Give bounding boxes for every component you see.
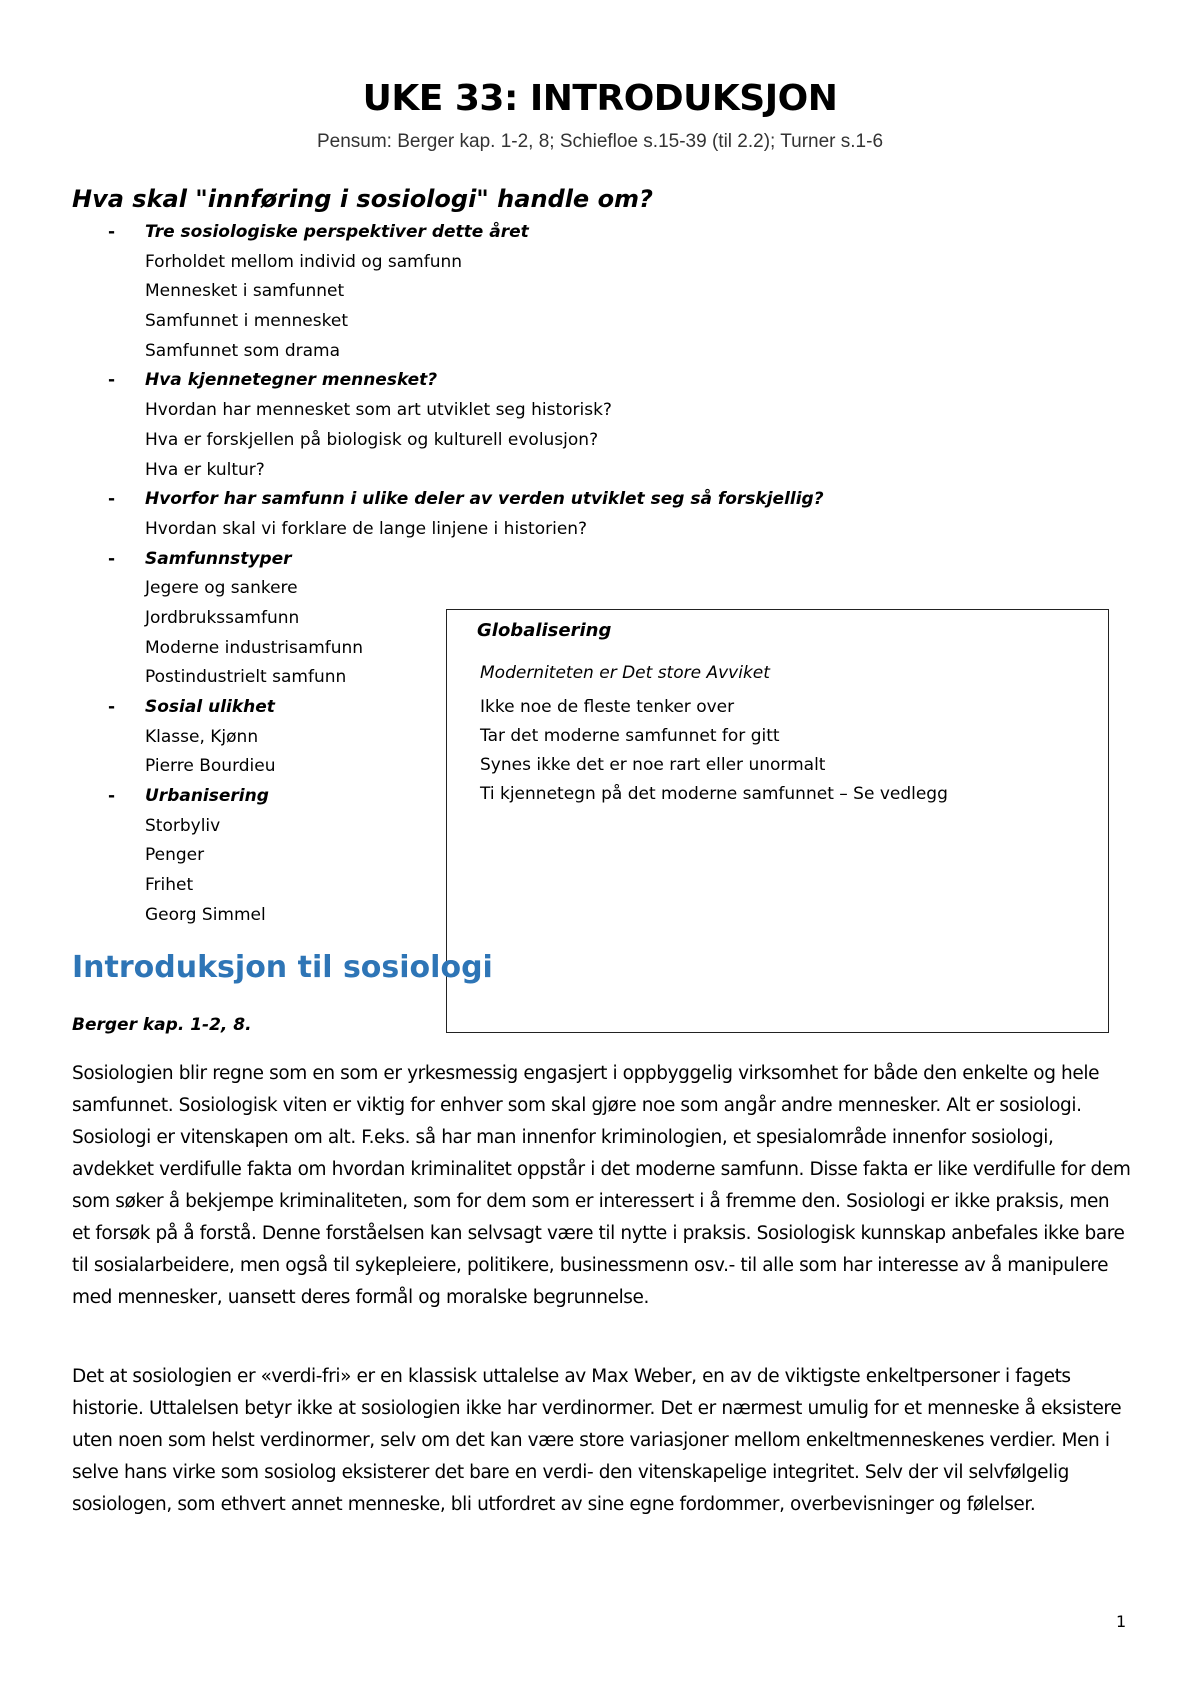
outline-subitem xyxy=(72,396,824,426)
page-title: UKE 33: INTRODUKSJON xyxy=(362,78,838,119)
outline-text: Frihet xyxy=(145,875,194,896)
outline-text: Hva er forskjellen på biologisk og kulturell evolusjon? xyxy=(145,429,599,450)
outline-topic xyxy=(72,545,824,575)
outline-text: Hvorfor har samfunn i ulike deler av verden utviklet seg så forskjellig? xyxy=(145,489,824,510)
bullet-dash: - xyxy=(108,786,116,807)
outline-subitem xyxy=(72,426,824,456)
outline-text: Pierre Bourdieu xyxy=(145,756,276,777)
outline-text: Postindustrielt samfunn xyxy=(145,667,347,688)
outline-text: Moderne industrisamfunn xyxy=(145,637,364,658)
textbox-line: Ti kjennetegn på det moderne samfunnet – Se vedlegg xyxy=(480,784,948,804)
textbox-line: Ikke noe de fleste tenker over xyxy=(480,697,735,717)
body-paragraph: Det at sosiologien er «verdi-fri» er en klassisk uttalelse av Max Weber, en av de viktigste enkeltpersoner i fagets historie. Uttalelsen betyr ikke at sosiologien ikke har verdinormer. Det er nærmest umulig for et menneske å eksistere uten noen som helst verdinormer, selv om det kan være store variasjoner mellom enkeltmenneskenes verdier. Men i selve hans virke som sosiolog eksisterer det bare en verdi- den vitenskapelige integritet. Selv der vil selvfølgelig sosiologen, som ethvert annet menneske, bli utfordret av sine egne fordommer, overbevisninger og følelser. xyxy=(72,1366,1122,1515)
textbox-lines xyxy=(480,693,948,809)
textbox-subtitle: Moderniteten er Det store Avviket xyxy=(480,663,770,683)
reading-reference: Berger kap. 1-2, 8. xyxy=(72,1015,252,1035)
outline-text: Klasse, Kjønn xyxy=(145,726,259,747)
textbox-line: Synes ikke det er noe rart eller unormalt xyxy=(480,755,826,775)
outline-text: Hvordan har mennesket som art utviklet seg historisk? xyxy=(145,400,612,421)
outline-topic xyxy=(72,485,824,515)
outline-subitem xyxy=(72,515,824,545)
bullet-dash: - xyxy=(108,489,116,510)
outline-text: Mennesket i samfunnet xyxy=(145,281,345,302)
outline-topic xyxy=(72,218,824,248)
globalisering-textbox xyxy=(446,609,1109,1033)
outline-text: Hva er kultur? xyxy=(145,459,265,480)
outline-text: Penger xyxy=(145,845,205,866)
outline-text: Tre sosiologiske perspektiver dette året xyxy=(145,222,529,242)
outline-subitem xyxy=(72,277,824,307)
outline-subitem xyxy=(72,337,824,367)
outline-subitem xyxy=(72,307,824,337)
body-paragraph: Sosiologien blir regne som en som er yrkesmessig engasjert i oppbyggelig virksomhet for både den enkelte og hele samfunnet. Sosiologisk viten er viktig for enhver som skal gjøre noe som angår andre mennesker. Alt er sosiologi. Sosiologi er vitenskapen om alt. F.eks. så har man innenfor kriminologien, et spesialområde innenfor sosiologi, avdekket verdifulle fakta om hvordan kriminalitet oppstår i det moderne samfunn. Disse fakta er like verdifulle for dem som søker å bekjempe kriminaliteten, som for dem som er interessert i å fremme den. Sosiologi er ikke praksis, men et forsøk på å forstå. Denne forståelsen kan selvsagt være til nytte i praksis. Sosiologisk kunnskap anbefales ikke bare til sosialarbeidere, men også til sykepleiere, politikere, businessmenn osv.- til alle som har interesse av å manipulere med mennesker, uansett deres formål og moralske begrunnelse. xyxy=(72,1063,1131,1308)
outline-text: Hva kjennetegner mennesket? xyxy=(145,370,438,391)
outline-text: Georg Simmel xyxy=(145,904,266,925)
pensum-line: Pensum: Berger kap. 1-2, 8; Schiefloe s.15-39 (til 2.2); Turner s.1-6 xyxy=(316,131,884,152)
outline-text: Forholdet mellom individ og samfunn xyxy=(145,251,463,272)
outline-subitem xyxy=(72,574,824,604)
outline-text: Sosial ulikhet xyxy=(145,697,275,717)
bullet-dash: - xyxy=(108,370,116,391)
outline-text: Samfunnet i mennesket xyxy=(145,311,348,332)
outline-subitem xyxy=(72,248,824,278)
bullet-dash: - xyxy=(108,548,116,569)
bullet-dash: - xyxy=(108,697,116,717)
outline-text: Storbyliv xyxy=(145,815,221,836)
outline-text: Samfunnet som drama xyxy=(145,340,341,361)
outline-text: Jordbrukssamfunn xyxy=(145,607,300,628)
outline-topic xyxy=(72,366,824,396)
outline-subitem xyxy=(72,456,824,486)
outline-text: Hvordan skal vi forklare de lange linjene i historien? xyxy=(145,518,588,539)
section-heading-innforing: Hva skal "innføring i sosiologi" handle om? xyxy=(72,185,653,213)
outline-text: Samfunnstyper xyxy=(145,548,292,569)
outline-text: Urbanisering xyxy=(145,786,269,807)
page-number: 1 xyxy=(1116,1612,1127,1631)
outline-text: Jegere og sankere xyxy=(145,578,298,599)
bullet-dash: - xyxy=(108,222,116,242)
textbox-title: Globalisering xyxy=(477,620,612,641)
textbox-line: Tar det moderne samfunnet for gitt xyxy=(480,726,780,746)
section-heading-introduksjon: Introduksjon til sosiologi xyxy=(72,950,493,985)
